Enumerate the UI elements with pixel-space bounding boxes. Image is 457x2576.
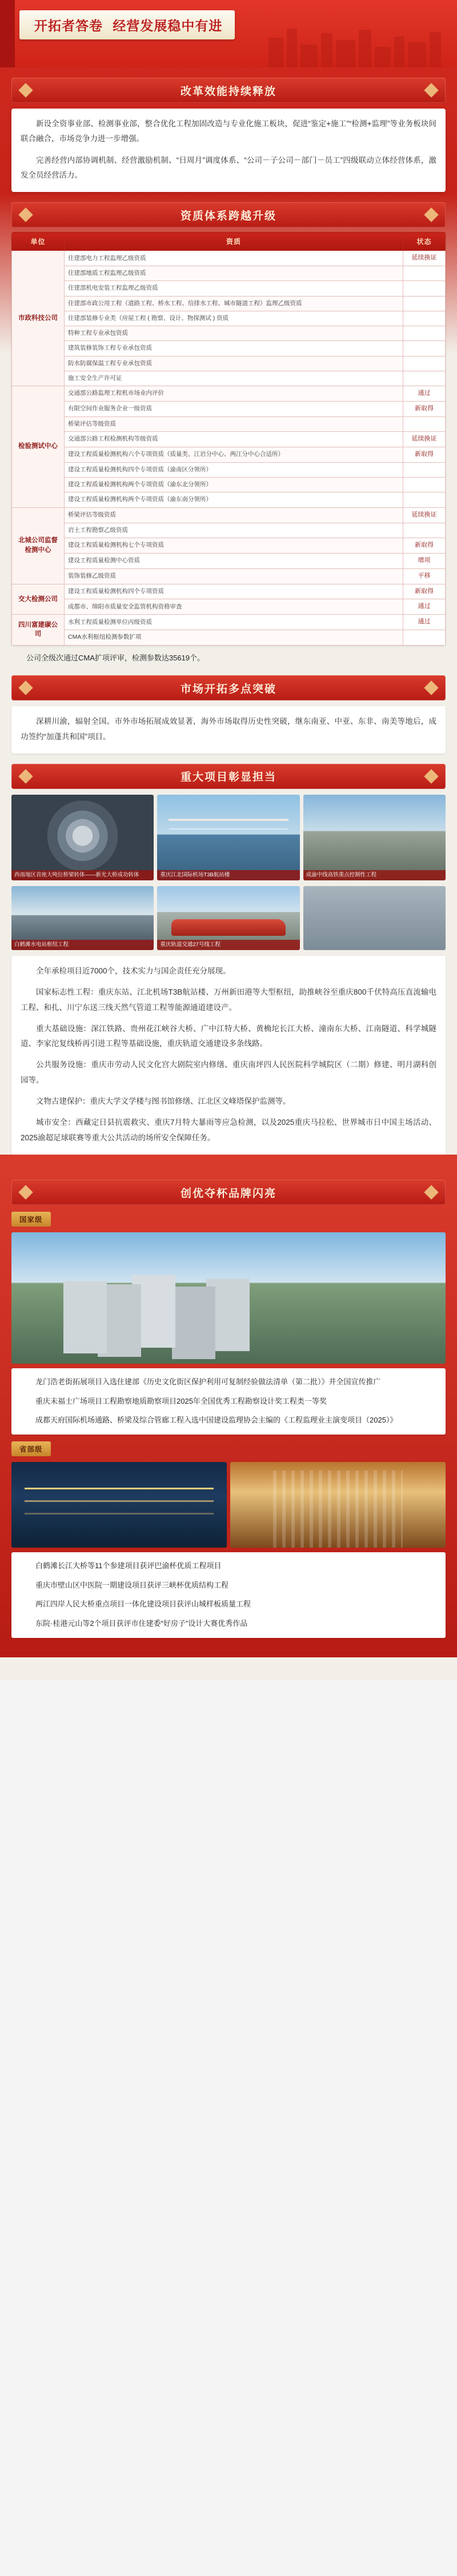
brand-photo-national: [11, 1232, 446, 1364]
project-photo-bridge: [157, 795, 299, 880]
cell-status: [403, 341, 446, 356]
cell-qualification: 建设工程质量检测机构七个专项资质: [65, 538, 403, 553]
qualification-table-wrap: [11, 232, 446, 645]
cell-qualification: 建设工程质量检测机构两个专项资质（渝东南分领所）: [65, 492, 403, 507]
market-card: [11, 706, 446, 754]
cell-status: 新取得: [403, 584, 446, 599]
cell-qualification: 交通部公路工程检测机构等级资质: [65, 432, 403, 447]
cell-status: 延续换证: [403, 251, 446, 266]
level-tag-provincial: 省部级: [11, 1441, 51, 1456]
award-item: 重庆未福士广场项目工程勘察地质勘察项目2025年全国优秀工程勘察设计奖工程类一等奖: [35, 1396, 327, 1405]
projects-paragraph-6: 城市安全：西藏定日县抗震救灾、重庆7月特大暴雨等应急检测，以及2025重庆马拉松、世界城市日中国主场活动、2025渝超足球联赛等重大公共活动的场所安全保障任务。: [21, 1118, 436, 1142]
section-title-brand: 创优夺杯品牌闪亮: [11, 1180, 446, 1205]
table-row: [12, 584, 446, 599]
table-row: [12, 416, 446, 431]
col-qualification: 资质: [65, 233, 403, 251]
page-title: [19, 10, 235, 39]
cell-status: [403, 311, 446, 326]
col-status: 状态: [403, 233, 446, 251]
table-row: [12, 630, 446, 645]
award-item: 龙门浩老街拓展项目入选住建部《历史文化街区保护利用可复制经验做法清单（第二批）》并全国宣传推广: [35, 1377, 381, 1386]
table-row: [12, 371, 446, 386]
table-row: [12, 615, 446, 630]
brand-level-national: [11, 1212, 446, 1227]
cell-status: [403, 523, 446, 538]
cell-qualification: 建设工程质量检测机构六个专项资质（质量类、江岩分中心、两江分中心合适所）: [65, 447, 403, 462]
table-row: [12, 311, 446, 326]
qualification-note: 公司全级次通过CMA扩项评审，检测参数达35619个。: [26, 653, 205, 662]
market-paragraph-1: 深耕川渝，辐射全国。市外市场拓展成效显著，海外市场取得历史性突破，继东南亚、中亚、东非、南美等地后，成功签约“加蓬共和国”项目。: [21, 717, 436, 741]
project-photo-caption-2: 重庆江北国际机场T3B航站楼: [157, 870, 299, 880]
brand-photo-theater-hall: [230, 1462, 446, 1548]
cell-status: [403, 492, 446, 507]
projects-paragraph-1: 全年承检项目近7000个，技术实力与国企责任充分展现。: [36, 966, 231, 975]
brand-photo-bridge-night: [11, 1462, 227, 1548]
project-photo-caption-1: 西南地区首座大吨位桥梁转体——新光大桥成功转体: [11, 870, 154, 880]
table-row: [12, 432, 446, 447]
table-row: [12, 492, 446, 507]
cell-qualification: 岩土工程勘察乙级资质: [65, 523, 403, 538]
award-item: 成都天府国际机场通路、桥梁及综合管廊工程入选中国建设监理协会主编的《工程监理业主演变项目（2025）》: [35, 1416, 398, 1425]
cell-status: [403, 281, 446, 296]
table-row: [12, 251, 446, 266]
cell-qualification: 桥梁评估等级资质: [65, 507, 403, 523]
cell-status: 延续换证: [403, 432, 446, 447]
section-market: [11, 675, 446, 700]
award-item: 重庆市壁山区中医院一期建设项目获评三峡杯优质结构工程: [35, 1580, 229, 1589]
project-photo-train: [157, 886, 299, 950]
cell-qualification: CMA水利枢纽检测参数扩项: [65, 630, 403, 645]
cell-qualification: 住建部地质工程监理乙级资质: [65, 266, 403, 281]
table-row: [12, 326, 446, 341]
cell-qualification: 特种工程专业承包资质: [65, 326, 403, 341]
projects-paragraph-2: 国家标志性工程：重庆东站、江北机场T3B航站楼、万州新田港等大型枢纽，助推峡谷至重庆800千伏特高压直流输电工程、和扎、川宁东送三线天然气管道工程等能源通道建设产。: [21, 988, 436, 1012]
page-title-main: 开拓者答卷: [34, 18, 103, 33]
col-unit: 单位: [12, 233, 65, 251]
cell-status: 通过: [403, 386, 446, 401]
section-qualification: [11, 202, 446, 227]
cell-qualification: 有限空间作业服务企业一级资质: [65, 401, 403, 416]
cell-qualification: 防水防腐保温工程专业承包资质: [65, 356, 403, 371]
cell-status: 新取得: [403, 447, 446, 462]
table-row: [12, 281, 446, 296]
project-photo-terminal: [303, 795, 446, 880]
cell-status: 新取得: [403, 401, 446, 416]
table-row: [12, 599, 446, 615]
qualification-table: [11, 232, 446, 645]
cell-status: [403, 326, 446, 341]
table-row: [12, 266, 446, 281]
table-row: [12, 386, 446, 401]
project-photo-caption-5: 重庆轨道交通27号线工程: [157, 940, 299, 950]
cell-qualification: 建设工程质量检测中心资质: [65, 553, 403, 568]
section-projects: [11, 764, 446, 789]
cell-status: 增项: [403, 553, 446, 568]
cell-status: [403, 462, 446, 477]
table-row: [12, 538, 446, 553]
cell-qualification: 建设工程质量检测机构四个专项资质（渝南区分领所）: [65, 462, 403, 477]
projects-photo-grid-bottom: [11, 886, 446, 950]
table-row: [12, 507, 446, 523]
section-brand: [0, 1155, 457, 1657]
cell-status: 通过: [403, 599, 446, 615]
cell-unit: 交大检测公司: [12, 584, 65, 615]
cell-status: [403, 478, 446, 492]
cell-status: 延续换证: [403, 507, 446, 523]
cell-qualification: 建设工程质量检测机构两个专项资质（渝东北分领所）: [65, 478, 403, 492]
table-row: [12, 401, 446, 416]
cell-qualification: 住建部机电安装工程监理乙级资质: [65, 281, 403, 296]
reform-card: [11, 109, 446, 192]
table-row: [12, 523, 446, 538]
table-row: [12, 447, 446, 462]
cell-status: [403, 296, 446, 311]
cell-qualification: 桥梁评估等级资质: [65, 416, 403, 431]
award-item: 东院·桂港元山等2个项目获评市住建委“好房子”设计大赛优秀作品: [35, 1619, 248, 1628]
cell-qualification: 水利工程质量检测单位丙级资质: [65, 615, 403, 630]
cell-unit: 北城公司监督检测中心: [12, 507, 65, 584]
award-item: 白鹤滩长江大桥等11个参建项目获评巴渝杯优质工程项目: [35, 1561, 222, 1571]
cell-status: [403, 371, 446, 386]
brand-award-list-national: [11, 1368, 446, 1435]
cell-qualification: 建筑装修装饰工程专业承包资质: [65, 341, 403, 356]
cell-qualification: 住建部市政公用工程（道路工程、桥水工程、给排水工程、城市隧道工程）监理乙级资质: [65, 296, 403, 311]
cell-status: 通过: [403, 615, 446, 630]
project-photo-dam: [11, 886, 154, 950]
page-header: [0, 0, 457, 67]
cell-unit: 四川富建碳公司: [12, 615, 65, 645]
level-tag-national: 国家级: [11, 1212, 51, 1227]
section-title-market: 市场开拓多点突破: [11, 675, 446, 700]
project-photo-tunnel: [11, 795, 154, 880]
projects-card: [11, 956, 446, 1155]
table-row: [12, 568, 446, 584]
cell-status: [403, 630, 446, 645]
projects-photo-grid-top: [11, 795, 446, 880]
cell-unit: 市政科技公司: [12, 251, 65, 386]
brand-award-list-provincial: [11, 1552, 446, 1638]
table-row: [12, 296, 446, 311]
reform-paragraph-1: 新设全资事业部、检测事业部，整合优化工程加固改造与专业化施工板块，促进“鉴定+施工”“检测+监理”等业务板块间联合融合，市场竞争力进一步增强。: [21, 119, 436, 143]
cell-qualification: 成都市、绵阳市质量安全监管机构资格审查: [65, 599, 403, 615]
qualification-table-body: [12, 251, 446, 645]
project-photo-extra: [303, 886, 446, 950]
table-row: [12, 356, 446, 371]
projects-paragraph-5: 文物古建保护：重庆大学文学楼与图书馆修缮、江北区文峰塔保护监测等。: [36, 1097, 291, 1106]
reform-paragraph-2: 完善经营内部协调机制、经营激励机制、“日周月”调度体系、“公司－子公司－部门－员工”四级联动立体经营体系，激发全员经营活力。: [21, 155, 436, 179]
cell-qualification: 住建部装修专业类（房屋工程 ( 勘察、设计、物探测试 ) 资质: [65, 311, 403, 326]
project-photo-caption-3: 成渝中线高铁重点控制性工程: [303, 870, 446, 880]
cell-status: [403, 356, 446, 371]
cell-qualification: 交通部公路监理工程机市场业内评价: [65, 386, 403, 401]
projects-paragraph-4: 公共服务设施：重庆市劳动人民文化宫大剧院室内修缮、重庆南坪四人民医院科学城院区（二期）修建、明月湖科创园等。: [21, 1060, 436, 1084]
project-photo-caption-4: 白鹤滩水电站枢纽工程: [11, 940, 154, 950]
cell-status: 新取得: [403, 538, 446, 553]
cell-status: [403, 416, 446, 431]
brand-level-provincial: [11, 1441, 446, 1456]
section-title-projects: 重大项目彰显担当: [11, 764, 446, 789]
cell-qualification: 住建部电力工程监理乙级资质: [65, 251, 403, 266]
projects-paragraph-3: 重大基础设施：深江铁路、贵州花江峡谷大桥、广中江特大桥、黄桷坨长江大桥、潼南东大桥、江南隧道、科学城隧道、李家沱复线桥再引进工程等基础设施，重庆轨道交通建设多条线路。: [21, 1024, 436, 1048]
table-row: [12, 462, 446, 477]
page-title-sub: 经营发展稳中有进: [113, 18, 223, 33]
brand-photo-grid-provincial: [11, 1462, 446, 1548]
cell-unit: 检验测试中心: [12, 386, 65, 507]
cell-qualification: 施工安全生产许可证: [65, 371, 403, 386]
table-row: [12, 553, 446, 568]
table-row: [12, 478, 446, 492]
award-item: 两江四岸人民大桥重点项目一体化建设项目获评山城样板质量工程: [35, 1600, 251, 1609]
cell-qualification: 装饰装修乙级资质: [65, 568, 403, 584]
cell-status: [403, 266, 446, 281]
cell-qualification: 建设工程质量检测机构四个专项资质: [65, 584, 403, 599]
section-title-reform: 改革效能持续释放: [11, 78, 446, 103]
table-header-row: [12, 233, 446, 251]
table-row: [12, 341, 446, 356]
section-title-qualification: 资质体系跨越升级: [11, 202, 446, 227]
section-reform: [11, 78, 446, 103]
cell-status: 平移: [403, 568, 446, 584]
ribbon-decoration: [0, 0, 15, 67]
